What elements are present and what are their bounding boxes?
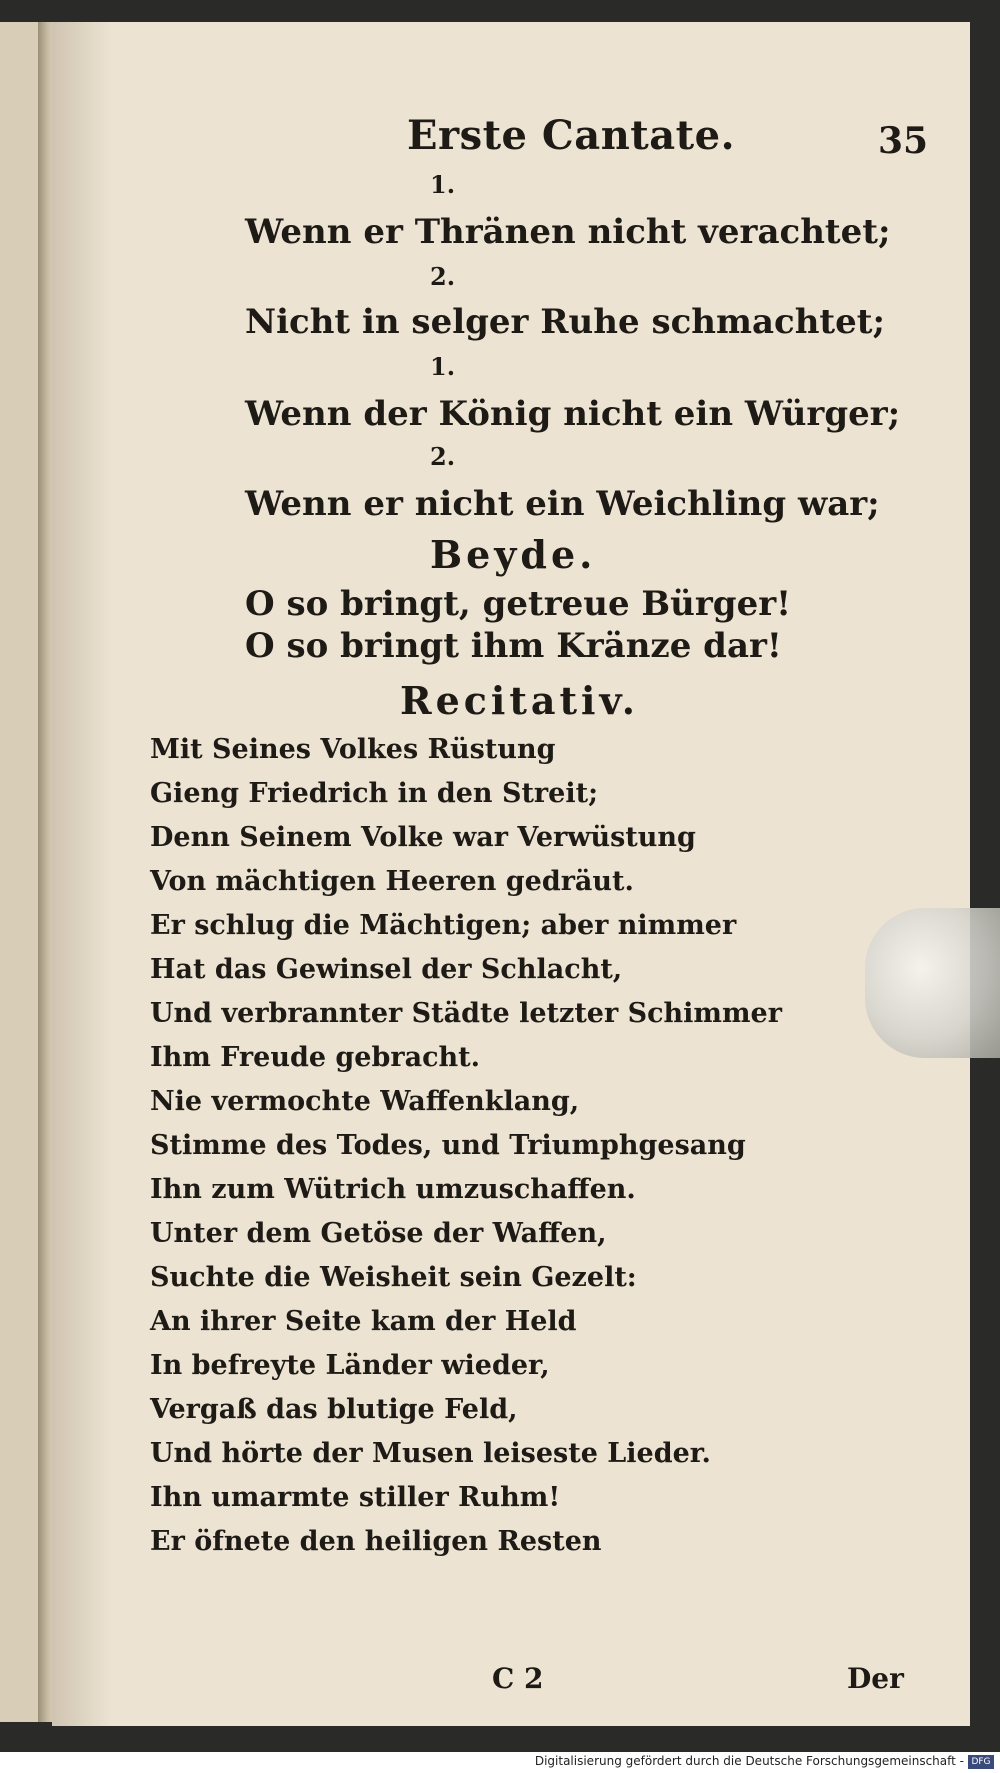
text-line: Unter dem Getöse der Waffen, — [150, 1218, 607, 1249]
running-header: Erste Cantate. — [407, 112, 736, 159]
text-line: Wenn er nicht ein Weichling war; — [245, 484, 880, 524]
text-line: 2. — [430, 262, 456, 291]
text-line: Suchte die Weisheit sein Gezelt: — [150, 1262, 637, 1293]
text-line: Stimme des Todes, und Triumphgesang — [150, 1130, 746, 1161]
text-line: Gieng Friedrich in den Streit; — [150, 778, 599, 809]
page-clip — [865, 908, 1000, 1058]
text-line: Und verbrannter Städte letzter Schimmer — [150, 998, 782, 1029]
text-line: Recitativ. — [400, 678, 639, 723]
text-line: Er schlug die Mächtigen; aber nimmer — [150, 910, 737, 941]
text-line: Und hörte der Musen leiseste Lieder. — [150, 1438, 711, 1469]
signature-mark: C 2 — [492, 1662, 544, 1695]
page-shadow — [52, 22, 112, 1726]
text-line: Mit Seines Volkes Rüstung — [150, 734, 556, 765]
text-line: In befreyte Länder wieder, — [150, 1350, 550, 1381]
text-line: An ihrer Seite kam der Held — [150, 1306, 577, 1337]
text-line: Ihm Freude gebracht. — [150, 1042, 481, 1073]
page-number: 35 — [878, 120, 929, 162]
book-page — [52, 22, 970, 1726]
dfg-logo: DFG — [968, 1755, 994, 1769]
text-line: Vergaß das blutige Feld, — [150, 1394, 518, 1425]
text-line: Ihn zum Wütrich umzuschaffen. — [150, 1174, 636, 1205]
text-line: O so bringt ihm Kränze dar! — [245, 626, 782, 666]
text-line: 1. — [430, 352, 456, 381]
text-line: Nicht in selger Ruhe schmachtet; — [245, 302, 886, 342]
text-line: 2. — [430, 442, 456, 471]
text-line: Hat das Gewinsel der Schlacht, — [150, 954, 623, 985]
catchword: Der — [847, 1662, 904, 1695]
text-line: O so bringt, getreue Bürger! — [245, 584, 792, 624]
text-line: Denn Seinem Volke war Verwüstung — [150, 822, 696, 853]
text-line: Nie vermochte Waffenklang, — [150, 1086, 580, 1117]
facing-page-edge — [0, 22, 42, 1722]
text-line: Er öfnete den heiligen Resten — [150, 1526, 602, 1557]
text-line: Ihn umarmte stiller Ruhm! — [150, 1482, 561, 1513]
text-line: Beyde. — [430, 532, 597, 577]
credit-text: Digitalisierung gefördert durch die Deutsche Forschungsgemeinschaft - — [534, 1754, 964, 1768]
text-line: Wenn er Thränen nicht verachtet; — [245, 212, 891, 252]
text-line: Von mächtigen Heeren gedräut. — [150, 866, 634, 897]
text-line: Wenn der König nicht ein Würger; — [245, 394, 901, 434]
text-line: 1. — [430, 170, 456, 199]
